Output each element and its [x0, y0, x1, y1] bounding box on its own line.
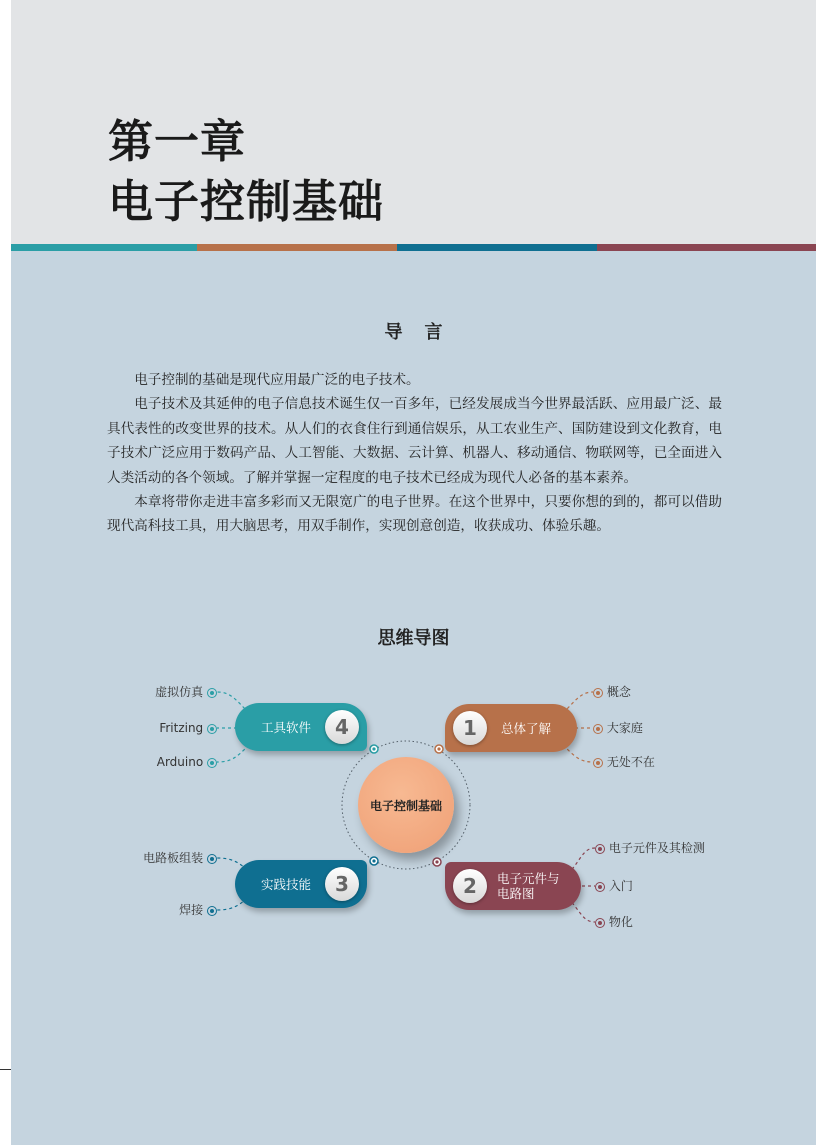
leaf-dot-icon [595, 882, 605, 892]
page [11, 0, 816, 1145]
branch-3-node [235, 860, 367, 908]
branch-label: 总体了解 [501, 720, 552, 736]
branch-4-node [235, 703, 367, 751]
branch-label: 电子元件与 电路图 [497, 871, 560, 901]
leaf-item: 入门 [595, 879, 633, 893]
leaf-item: 电子元件及其检测 [595, 841, 705, 855]
branch-number: 3 [325, 867, 359, 901]
branch-number: 4 [325, 710, 359, 744]
mindmap-center-node: 电子控制基础 [358, 757, 454, 853]
leaf-dot-icon [595, 844, 605, 854]
leaf-item: 概念 [593, 685, 631, 699]
mindmap [11, 0, 816, 1145]
chapter-number: 第一章 [108, 115, 247, 168]
leaf-item: 大家庭 [593, 721, 643, 735]
leaf-dot-icon [207, 906, 217, 916]
branch-number: 1 [453, 711, 487, 745]
intro-paragraph: 电子控制的基础是现代应用最广泛的电子技术。 [134, 372, 420, 388]
branch-number: 2 [453, 869, 487, 903]
leaf-item: 虚拟仿真 [131, 685, 217, 699]
leaf-dot-icon [593, 758, 603, 768]
intro-paragraph: 电子技术及其延伸的电子信息技术诞生仅一百多年，已经发展成当今世界最活跃、应用最广泛、最具代表性的改变世界的技术。从人们的衣食住行到通信娱乐，从工农业生产、国防建设到文化教育，电子技术广泛应用于数码产品、人工智能、大数据、云计算、机器人、移动通信、物联网等，已全面进入人类活动的各个领域。了解并掌握一定程度的电子技术已经成为现代人必备的基本素养。 [107, 396, 722, 486]
branch-label: 工具软件 [261, 719, 312, 735]
mindmap-heading: 思维导图 [377, 628, 450, 649]
intro-heading: 导言 [384, 322, 465, 343]
branch-1-node [445, 704, 577, 752]
branch-label: 实践技能 [261, 876, 312, 892]
leaf-item: Arduino [131, 755, 217, 769]
leaf-dot-icon [207, 688, 217, 698]
leaf-item: Fritzing [131, 721, 217, 735]
leaf-dot-icon [207, 724, 217, 734]
branch-2-node [445, 862, 581, 910]
leaf-dot-icon [207, 854, 217, 864]
crop-mark [0, 1069, 11, 1070]
leaf-item: 无处不在 [593, 755, 655, 769]
leaf-dot-icon [593, 724, 603, 734]
intro-paragraph: 本章将带你走进丰富多彩而又无限宽广的电子世界。在这个世界中，只要你想的到的，都可以借助现代高科技工具，用大脑思考，用双手制作，实现创意创造，收获成功、体验乐趣。 [107, 494, 722, 535]
leaf-dot-icon [593, 688, 603, 698]
leaf-item: 电路板组装 [117, 851, 217, 865]
leaf-dot-icon [595, 918, 605, 928]
leaf-item: 焊接 [117, 903, 217, 917]
mindmap-connectors [11, 0, 816, 1145]
chapter-name: 电子控制基础 [108, 175, 385, 228]
leaf-dot-icon [207, 758, 217, 768]
leaf-item: 物化 [595, 915, 633, 929]
